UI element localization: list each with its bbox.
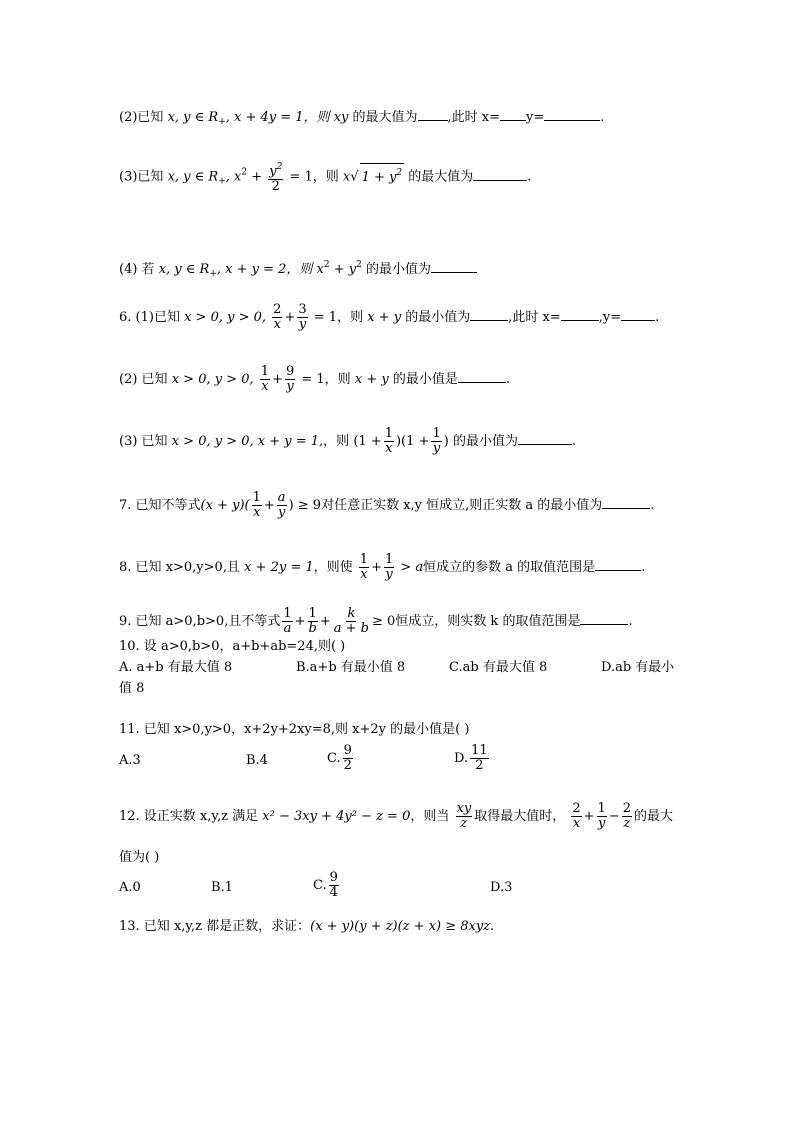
q12-equation: x² − 3xy + 4y² − z = 0 xyxy=(262,809,411,824)
q12-fraction-2: $\frac{1}{y}$ xyxy=(597,801,606,831)
q10-option-d: D.ab 有最小 xyxy=(601,660,675,675)
question-9: 9. 已知 a>0,b>0,且不等式 $\frac{1}{a}$ + $\frac{1}{b}$ + $\frac{k}{a + b}$ ≥ 0恒成立，则实数 k 的取值范围是 . xyxy=(119,606,633,636)
question-6-1: 6. (1)已知 x > 0, y > 0, $\frac{2}{x}$ + $\frac{3}{y}$ = 1，则 x + y 的最小值为 ,此时 x= ,y= . xyxy=(119,302,660,332)
q2-blank-max xyxy=(418,108,448,121)
q6-2-blank xyxy=(458,370,506,383)
q6-1-suffix: 的最小值为 xyxy=(405,310,471,325)
q2-condition-2: , x + 4y = 1，则 xyxy=(225,110,330,125)
q6-1-blank-y xyxy=(621,308,655,321)
q4-condition-2: , x + y = 2，则 xyxy=(216,262,313,277)
q3-condition-2: , x xyxy=(225,169,242,185)
question-4: (4) 若 x, y ∈ $R_+$, x + y = 2，则 $x^2 + y^2$ 的最小值为 xyxy=(119,256,477,283)
q7-fraction-2: $\frac{a}{y}$ xyxy=(277,490,286,520)
q8-fraction-2: $\frac{1}{y}$ xyxy=(384,552,394,582)
q7-prefix: 7. 已知不等式 xyxy=(119,498,201,513)
sqrt-icon: √ xyxy=(350,169,359,185)
q12-option-c: C. $\frac{9}{4}$ xyxy=(313,870,338,900)
q6-1-mid-2: ,y= xyxy=(598,310,622,325)
q6-3-blank xyxy=(518,432,572,445)
q4-suffix: 的最小值为 xyxy=(366,262,432,277)
q6-2-fraction-1: $\frac{1}{x}$ xyxy=(260,364,270,394)
q2-suffix: 的最大值为 xyxy=(352,110,418,125)
q8-blank xyxy=(595,558,641,571)
q6-1-mid: ,此时 x= xyxy=(508,310,561,325)
q12-option-b: B.1 xyxy=(211,880,233,895)
q9-blank xyxy=(580,612,628,625)
q6-2-expression: x + y xyxy=(354,372,389,387)
q2-subscript: + xyxy=(218,117,226,127)
q3-subscript: + xyxy=(218,176,226,187)
q7-fraction-1: $\frac{1}{x}$ xyxy=(252,490,261,520)
q8-prefix: 8. 已知 x>0,y>0,且 xyxy=(119,560,240,575)
q3-fraction: $\frac{y^2}{2}$ xyxy=(269,162,283,194)
q3-blank xyxy=(473,168,527,181)
q2-condition: x, y ∈ R xyxy=(167,110,219,125)
q4-subscript: + xyxy=(209,269,217,279)
q6-2-fraction-2: $\frac{9}{y}$ xyxy=(285,364,295,394)
q6-1-condition: x > 0, y > 0, xyxy=(184,310,267,325)
q6-3-fraction-2: $\frac{1}{y}$ xyxy=(432,426,441,456)
q2-expression: xy xyxy=(333,110,349,125)
q13-expression: (x + y)(y + z)(z + x) ≥ 8xyz xyxy=(310,919,491,934)
q11-option-c: C. $\frac{9}{2}$ xyxy=(327,743,352,773)
q6-3-fraction-1: $\frac{1}{x}$ xyxy=(384,426,393,456)
q3-x: x xyxy=(342,169,351,185)
q8-condition: x + 2y = 1 xyxy=(244,560,314,575)
q10-option-b: B.a+b 有最小值 8 xyxy=(296,660,406,675)
q2-prefix: (2)已知 xyxy=(119,110,164,125)
q11-option-b: B.4 xyxy=(246,753,268,768)
q4-expression-2: + y xyxy=(329,262,357,277)
q2-blank-x xyxy=(500,108,526,121)
q6-2-suffix: 的最小值是 xyxy=(392,372,458,387)
q9-suffix: 恒成立，则实数 k 的取值范围是 xyxy=(395,614,581,629)
q9-fraction-1: $\frac{1}{a}$ xyxy=(283,606,292,636)
q4-prefix: (4) 若 xyxy=(119,262,155,277)
q10-option-a: A. a+b 有最大值 8 xyxy=(119,660,233,675)
q8-suffix: 恒成立的参数 a 的取值范围是 xyxy=(423,560,596,575)
q3-condition: x, y ∈ R xyxy=(167,169,219,185)
question-2 xyxy=(119,108,604,131)
q13-prefix: 13. 已知 x,y,z 都是正数，求证： xyxy=(119,919,311,934)
q2-blank-y xyxy=(544,108,600,121)
q12-fraction-1: $\frac{2}{x}$ xyxy=(572,801,581,831)
q6-3-condition: x > 0, y > 0, x + y = 1, xyxy=(171,434,324,449)
q6-1-fraction-2: $\frac{3}{y}$ xyxy=(298,302,307,332)
q9-prefix: 9. 已知 a>0,b>0,且不等式 xyxy=(119,614,281,629)
q3-radicand: $1 + y^2$ xyxy=(360,163,405,187)
question-3: (3)已知 x, y ∈ $R_+$, $x^2$ + $\frac{y^2}{2}$ = 1，则 x√ $1 + y^2$ 的最大值为 . xyxy=(119,162,532,194)
q7-suffix: 对任意正实数 x,y 恒成立,则正实数 a 的最小值为 xyxy=(321,498,603,513)
q12-fraction-0: $\frac{xy}{z}$ xyxy=(456,801,472,831)
q6-3-prefix: (3) 已知 xyxy=(119,434,168,449)
q8-fraction-1: $\frac{1}{x}$ xyxy=(359,552,369,582)
q7-blank xyxy=(602,496,650,509)
question-11-stem: 11. 已知 x>0,y>0，x+2y+2xy=8,则 x+2y 的最小值是( ) xyxy=(119,722,470,737)
q2-mid: ,此时 x= xyxy=(447,110,501,125)
question-12-line-2: 值为( ) xyxy=(119,850,160,865)
q12-option-a: A.0 xyxy=(119,880,141,895)
q11-option-d: D. $\frac{11}{2}$ xyxy=(454,743,488,773)
q3-eq: = 1，则 xyxy=(289,169,339,185)
q6-1-eq: = 1，则 xyxy=(313,310,364,325)
q6-2-prefix: (2) 已知 xyxy=(119,372,168,387)
q10-option-d-cont: 值 8 xyxy=(119,681,145,696)
question-13: 13. 已知 x,y,z 都是正数，求证：(x + y)(y + z)(z + x) ≥ 8xyz. xyxy=(119,919,495,934)
question-10-stem: 10. 设 a>0,b>0，a+b+ab=24,则( ) xyxy=(119,639,346,654)
q10-option-c: C.ab 有最大值 8 xyxy=(449,660,548,675)
question-7: 7. 已知不等式(x + y)( $\frac{1}{x}$ + $\frac{a}{y}$ ) ≥ 9对任意正实数 x,y 恒成立,则正实数 a 的最小值为 . xyxy=(119,490,655,520)
q4-expression: x xyxy=(316,262,324,277)
q2-end: . xyxy=(600,110,605,125)
q12-option-d: D.3 xyxy=(490,880,513,895)
q6-2-eq: = 1，则 xyxy=(301,372,351,387)
q3-suffix: 的最大值为 xyxy=(408,169,474,185)
q11-option-a: A.3 xyxy=(119,753,141,768)
q9-fraction-2: $\frac{1}{b}$ xyxy=(308,606,317,636)
q9-fraction-3: $\frac{k}{a + b}$ xyxy=(333,606,369,636)
q6-1-expression: x + y xyxy=(367,310,402,325)
q6-1-prefix: 6. (1)已知 xyxy=(119,310,180,325)
q6-1-blank-x xyxy=(561,308,599,321)
question-8: 8. 已知 x>0,y>0,且 x + 2y = 1，则使 $\frac{1}{x}$ + $\frac{1}{y}$ > a恒成立的参数 a 的取值范围是 . xyxy=(119,552,646,582)
q12-prefix: 12. 设正实数 x,y,z 满足 xyxy=(119,809,259,824)
q4-condition: x, y ∈ R xyxy=(158,262,210,277)
q12-fraction-3: $\frac{2}{z}$ xyxy=(622,801,632,831)
q6-3-suffix: 的最小值为 xyxy=(452,434,518,449)
q6-2-condition: x > 0, y > 0, xyxy=(171,372,254,387)
question-6-2: (2) 已知 x > 0, y > 0, $\frac{1}{x}$ + $\frac{9}{y}$ = 1，则 x + y 的最小值是 . xyxy=(119,364,510,394)
q4-blank xyxy=(431,260,477,273)
q6-1-fraction-1: $\frac{2}{x}$ xyxy=(273,302,282,332)
q3-prefix: (3)已知 xyxy=(119,169,164,185)
q3-end: . xyxy=(527,169,532,185)
question-12: 12. 设正实数 x,y,z 满足 x² − 3xy + 4y² − z = 0，则当 $\frac{xy}{z}$ 取得最大值时， $\frac{2}{x}$ + $\frac{1}{y}$ − $\frac{2}{z}$ 的最大 xyxy=(119,801,674,831)
question-6-3: (3) 已知 x > 0, y > 0, x + y = 1,，则 (1 + $\frac{1}{x}$ )(1 + $\frac{1}{y}$ ) 的最小值为 . xyxy=(119,426,577,456)
q2-mid-2: y= xyxy=(526,110,545,125)
q6-1-blank-min xyxy=(470,308,508,321)
